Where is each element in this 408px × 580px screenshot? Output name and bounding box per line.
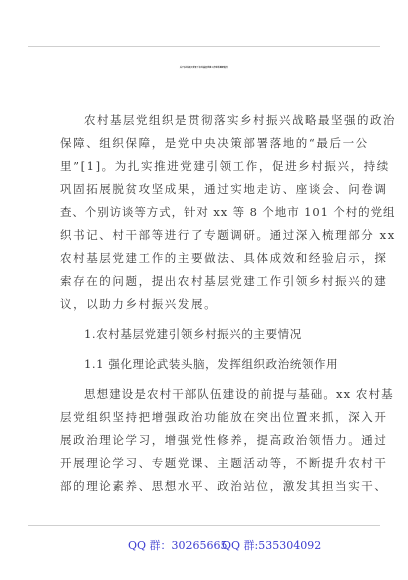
subsection-heading: 1.1 强化理论武装头脑，发挥组织政治统领作用 [84, 357, 339, 371]
footer-divider [28, 525, 380, 526]
paragraph-line: 思想建设是农村干部队伍建设的前提与基础。xx 农村基 [84, 387, 394, 401]
paragraph-line: 保障、组织保障，是党中央决策部署落地的“最后一公 [60, 136, 369, 150]
paragraph-line: 里”[1]。为扎实推进党建引领工作，促进乡村振兴，持续 [60, 159, 390, 173]
paragraph-line: 部的理论素养、思想水平、政治站位，激发其担当实干、 [60, 479, 388, 493]
paragraph-line: 查、个别访谈等方式，针对 xx 等 8 个地市 101 个村的党组 [60, 205, 396, 219]
section-heading: 1.农村基层党建引领乡村振兴的主要情况 [84, 327, 302, 341]
paragraph-line: 展政治理论学习，增强党性修养，提高政治领悟力。通过 [60, 433, 388, 447]
paragraph-line: 层党组织坚持把增强政治功能放在突出位置来抓，深入开 [60, 410, 388, 424]
paragraph-line: 农村基层党建工作的主要做法、具体成效和经验启示，探 [60, 251, 388, 265]
paragraph-line: 索存在的问题，提出农村基层党建工作引领乡村振兴的建 [60, 274, 388, 288]
paragraph-line: 议，以助力乡村振兴发展。 [60, 297, 218, 311]
header-divider [28, 46, 380, 47]
paragraph-line: 开展理论学习、专题党课、主题活动等，不断提升农村干 [60, 456, 388, 470]
paragraph-line: 农村基层党组织是贯彻落实乡村振兴战略最坚强的政治 [84, 113, 396, 127]
footer-qq-group-left: QQ 群：30265665 [128, 539, 228, 552]
document-title: 关于乡村振兴背景下农村基层党建工作现状调研报告 [179, 67, 229, 69]
paragraph-line: 织书记、村干部等进行了专题调研。通过深入梳理部分 xx [60, 228, 396, 242]
footer-qq-group-right: QQ 群:535304092 [222, 539, 322, 552]
paragraph-line: 巩固拓展脱贫攻坚成果，通过实地走访、座谈会、问卷调 [60, 182, 388, 196]
